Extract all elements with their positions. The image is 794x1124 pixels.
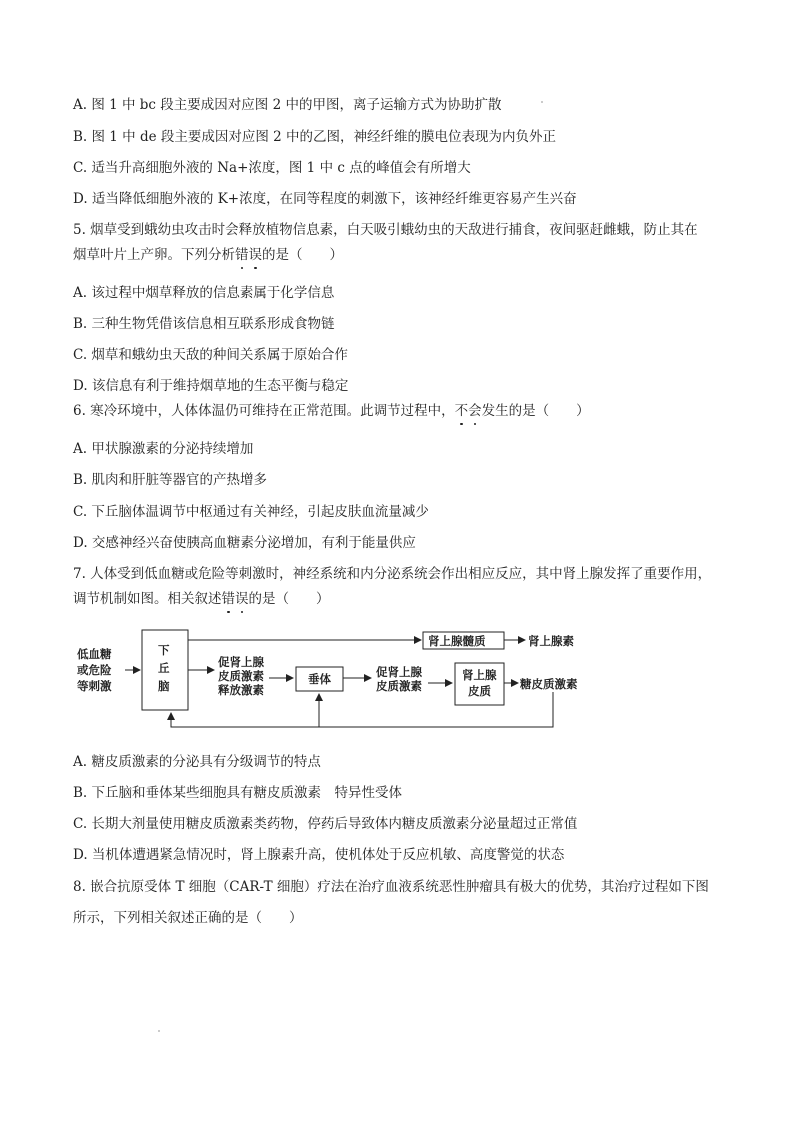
question-8-line1: 8. 嵌合抗原受体 T 细胞（CAR-T 细胞）疗法在治疗血液系统恶性肿瘤具有极大的优势，其治疗过程如下图 — [73, 879, 709, 895]
q5-option-d: D. 该信息有利于维持烟草地的生态平衡与稳定 — [73, 378, 349, 394]
cortex-label — [462, 668, 497, 698]
q6-emphasis-2: 会 — [468, 403, 482, 419]
q5-emphasis-1: 错 — [235, 247, 249, 263]
q6-text-pre: 6. 寒冷环境中，人体体温仍可维持在正常范围。此调节过程中， — [73, 403, 455, 419]
svg-text:皮质激素: 皮质激素 — [376, 679, 422, 693]
option-d-prev: D. 适当降低细胞外液的 K+浓度，在同等程度的刺激下，该神经纤维更容易产生兴奋 — [73, 191, 577, 207]
pituitary-label: 垂体 — [308, 672, 331, 686]
svg-text:丘: 丘 — [158, 661, 170, 675]
adrenaline-label: 肾上腺素 — [528, 634, 574, 648]
q5-text-post: 的是（ ） — [262, 247, 343, 263]
svg-text:皮质激素: 皮质激素 — [218, 669, 264, 683]
q7-option-c: C. 长期大剂量使用糖皮质激素类药物，停药后导致体内糖皮质激素分泌量超过正常值 — [73, 816, 578, 832]
svg-text:下: 下 — [158, 643, 170, 657]
speck-bottom — [158, 1030, 160, 1032]
q7-option-b: B. 下丘脑和垂体某些细胞具有糖皮质激素 特异性受体 — [73, 785, 403, 801]
speck-top — [541, 101, 543, 103]
hypothalamus-label — [158, 643, 170, 693]
svg-text:促肾上腺: 促肾上腺 — [376, 665, 422, 679]
acth-label — [376, 665, 422, 693]
q6-option-c: C. 下丘脑体温调节中枢通过有关神经，引起皮肤血流量减少 — [73, 504, 429, 520]
q5-emphasis-2: 误 — [248, 247, 262, 263]
question-8-line2: 所示，下列相关叙述正确的是（ ） — [73, 910, 303, 926]
q5-option-b: B. 三种生物凭借该信息相互联系形成食物链 — [73, 316, 335, 332]
q6-emphasis-1: 不 — [454, 403, 469, 419]
q7-emphasis-2: 误 — [235, 591, 249, 607]
svg-text:促肾上腺: 促肾上腺 — [218, 655, 264, 669]
question-5-line2 — [73, 246, 343, 264]
question-6 — [73, 402, 590, 420]
crh-label — [218, 655, 264, 697]
svg-text:释放激素: 释放激素 — [218, 683, 264, 697]
q7-option-d: D. 当机体遭遇紧急情况时，肾上腺素升高，使机体处于反应机敏、高度警觉的状态 — [73, 847, 565, 863]
q6-option-a: A. 甲状腺激素的分泌持续增加 — [73, 441, 254, 457]
feedback-loop — [171, 692, 553, 727]
q6-option-d: D. 交感神经兴奋使胰高血糖素分泌增加，有利于能量供应 — [73, 535, 416, 551]
question-7-line1: 7. 人体受到低血糖或危险等刺激时，神经系统和内分泌系统会作出相应反应，其中肾上腺发挥了重要作用， — [73, 566, 712, 582]
q5-text-pre: 烟草叶片上产卵。下列分析 — [73, 247, 235, 263]
q6-option-b: B. 肌肉和肝脏等器官的产热增多 — [73, 472, 268, 488]
option-c-prev: C. 适当升高细胞外液的 Na+浓度，图 1 中 c 点的峰值会有所增大 — [73, 160, 471, 176]
cortisol-label: 糖皮质激素 — [520, 677, 578, 691]
svg-text:或危险: 或危险 — [77, 663, 112, 677]
q5-option-c: C. 烟草和蛾幼虫天敌的种间关系属于原始合作 — [73, 347, 348, 363]
svg-text:皮质: 皮质 — [468, 684, 491, 698]
question-5-line1: 5. 烟草受到蛾幼虫攻击时会释放植物信息素，白天吸引蛾幼虫的天敌进行捕食，夜间驱赶雌蛾，防止其在 — [73, 222, 698, 238]
q5-option-a: A. 该过程中烟草释放的信息素属于化学信息 — [73, 285, 335, 301]
svg-text:低血糖: 低血糖 — [77, 647, 112, 661]
svg-text:等刺激: 等刺激 — [77, 679, 112, 693]
q7-emphasis-1: 错 — [221, 591, 235, 607]
q7-text-pre: 调节机制如图。相关叙述 — [73, 591, 222, 607]
regulation-diagram — [73, 620, 713, 740]
q7-option-a: A. 糖皮质激素的分泌具有分级调节的特点 — [73, 754, 321, 770]
q7-text-post: 的是（ ） — [248, 591, 330, 607]
option-b-prev: B. 图 1 中 de 段主要成因对应图 2 中的乙图，神经纤维的膜电位表现为内负外正 — [73, 129, 557, 145]
svg-text:脑: 脑 — [158, 679, 170, 693]
question-7-line2 — [73, 590, 330, 608]
svg-text:肾上腺: 肾上腺 — [462, 668, 497, 682]
medulla-label: 肾上腺髓质 — [428, 634, 486, 648]
stimulus-label — [77, 647, 112, 693]
option-a-prev: A. 图 1 中 bc 段主要成因对应图 2 中的甲图，离子运输方式为协助扩散 — [73, 97, 502, 113]
q6-text-post: 发生的是（ ） — [481, 403, 590, 419]
